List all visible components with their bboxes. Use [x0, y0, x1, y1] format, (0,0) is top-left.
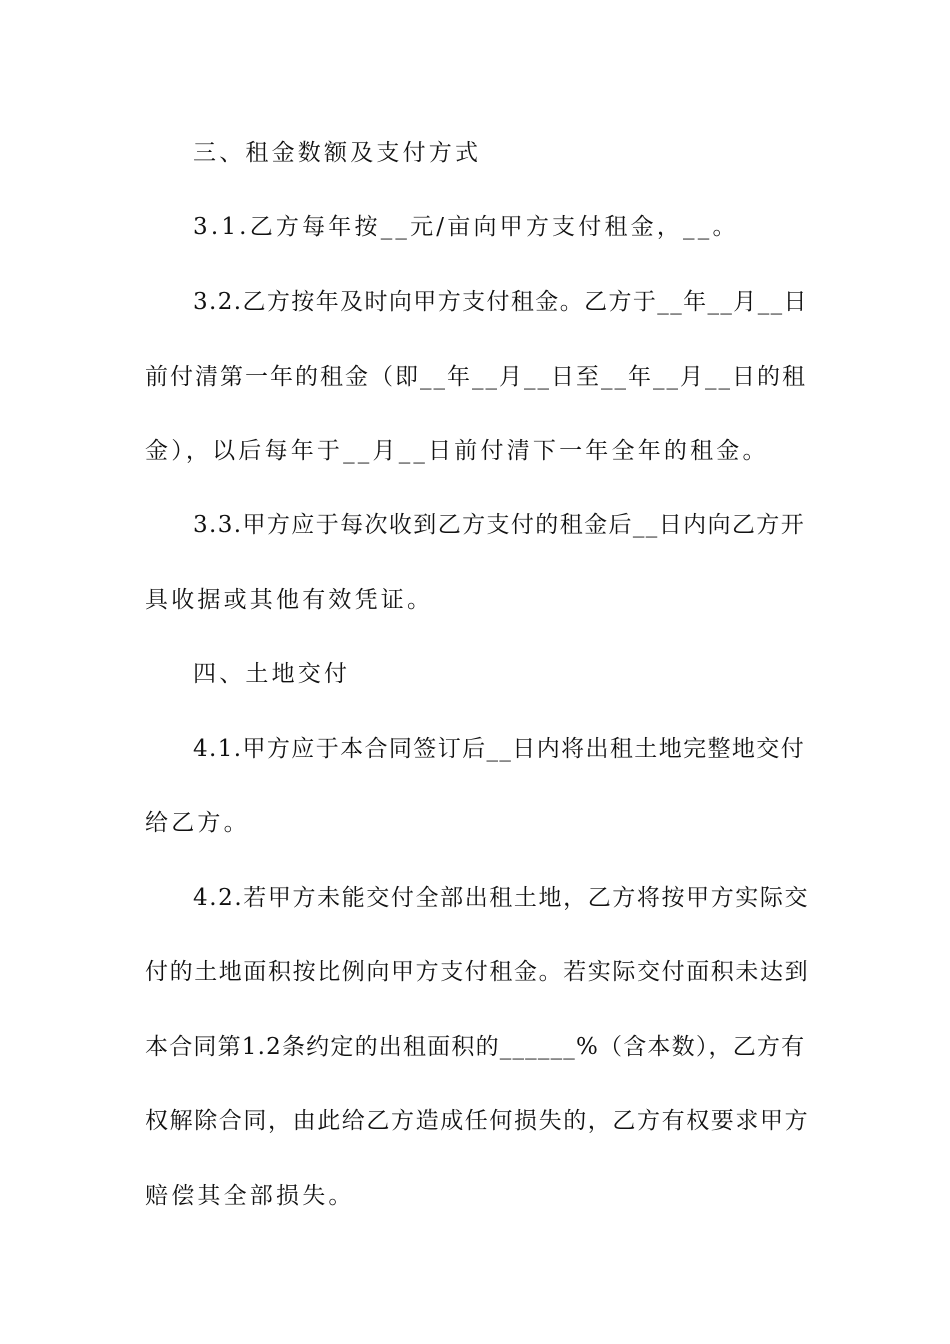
clause-4-2-line-5: 赔偿其全部损失。: [145, 1183, 355, 1209]
clause-3-3-line-1: 3.3.甲方应于每次收到乙方支付的租金后__日内向乙方开: [193, 512, 806, 538]
section-heading-rent: 三、租金数额及支付方式: [193, 140, 482, 166]
clause-3-1: 3.1.乙方每年按__元/亩向甲方支付租金，__。: [193, 214, 739, 240]
clause-3-2-line-1: 3.2.乙方按年及时向甲方支付租金。乙方于__年__月__日: [193, 289, 808, 315]
section-heading-delivery: 四、土地交付: [193, 661, 351, 687]
clause-4-1-line-2: 给乙方。: [145, 810, 250, 836]
clause-3-2-line-2: 前付清第一年的租金（即__年__月__日至__年__月__日的租: [145, 364, 807, 390]
clause-4-2-line-1: 4.2.若甲方未能交付全部出租土地，乙方将按甲方实际交: [193, 885, 810, 911]
clause-4-2-line-4: 权解除合同，由此给乙方造成任何损失的，乙方有权要求甲方: [145, 1108, 810, 1134]
clause-3-2-line-3: 金），以后每年于__月__日前付清下一年全年的租金。: [145, 438, 769, 464]
clause-4-2-line-3: 本合同第1.2条约定的出租面积的______%（含本数），乙方有: [145, 1034, 806, 1060]
clause-3-3-line-2: 具收据或其他有效凭证。: [145, 587, 434, 613]
clause-4-2-line-2: 付的土地面积按比例向甲方支付租金。若实际交付面积未达到: [145, 959, 810, 985]
clause-4-1-line-1: 4.1.甲方应于本合同签订后__日内将出租土地完整地交付: [193, 736, 806, 762]
